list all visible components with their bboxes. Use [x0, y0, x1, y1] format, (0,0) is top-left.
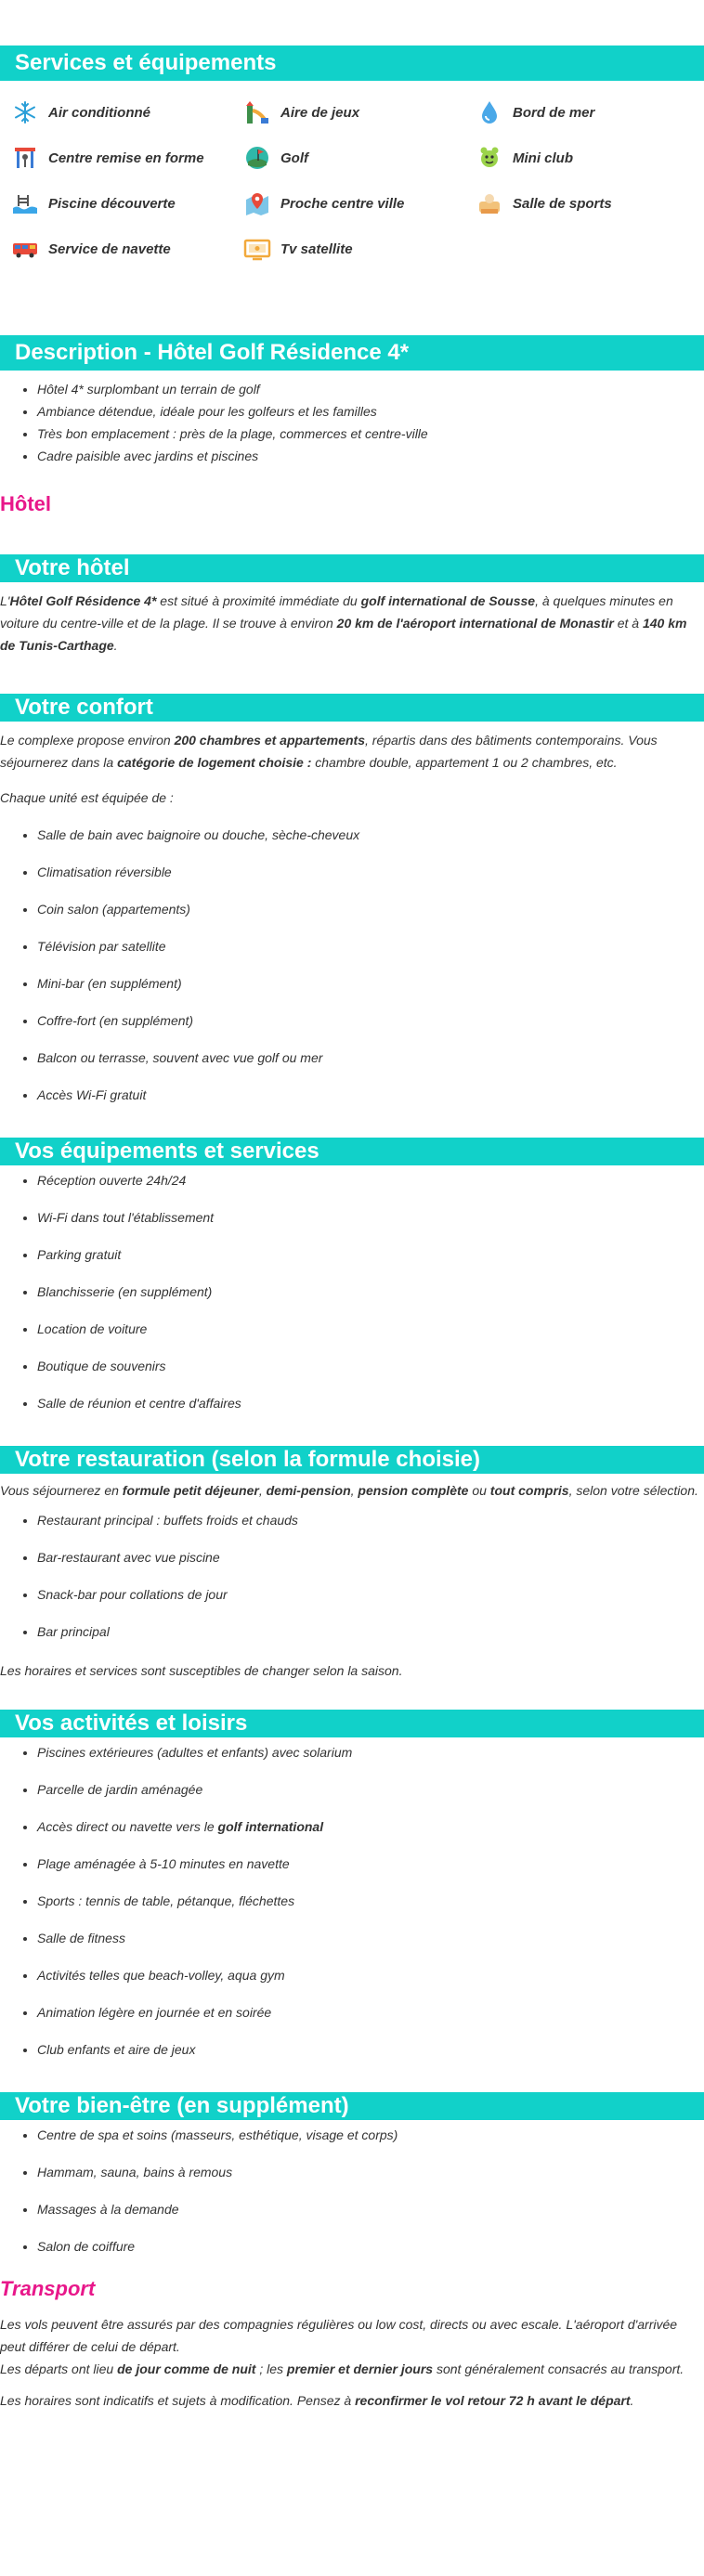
list-item: • Climatisation réversible	[37, 863, 704, 881]
equipements-header: Vos équipements et services	[0, 1138, 704, 1165]
service-item	[476, 189, 612, 218]
text-run: Les horaires sont indicatifs et sujets à modification. Pensez à	[0, 2393, 356, 2408]
service-label: Salle de sports	[513, 195, 612, 212]
text-bold: 200 chambres et appartements	[174, 733, 365, 748]
bienetre-list	[0, 2126, 704, 2256]
text-bold: demi-pension	[266, 1483, 351, 1498]
shuttle-bus-icon	[11, 235, 39, 263]
golf-icon	[243, 144, 271, 172]
list-item: • Coffre-fort (en supplément)	[37, 1011, 704, 1030]
list-item: • Cadre paisible avec jardins et piscines	[37, 445, 704, 467]
list-item: • Location de voiture	[37, 1320, 704, 1338]
list-item: • Parking gratuit	[37, 1245, 704, 1264]
service-label: Mini club	[513, 150, 573, 166]
list-item: • Piscines extérieures (adultes et enfants) avec solarium	[37, 1743, 704, 1762]
map-pin-icon	[243, 189, 271, 217]
text-bold: 20 km de l'aéroport international de Monastir	[336, 616, 614, 631]
list-item	[37, 1817, 704, 1836]
text-run: est situé à proximité immédiate du	[156, 593, 361, 608]
text-bold: pension complète	[358, 1483, 469, 1498]
service-label: Proche centre ville	[280, 195, 405, 212]
text-bold: reconfirmer le vol retour 72 h avant le départ	[355, 2393, 631, 2408]
pool-icon	[11, 189, 39, 217]
text-bold: golf international	[217, 1819, 324, 1834]
text-bold: de jour comme de nuit	[117, 2361, 256, 2376]
service-label: Piscine découverte	[48, 195, 176, 212]
text-run: et à	[613, 616, 643, 631]
text-run: sont généralement consacrés au transport.	[433, 2361, 684, 2376]
restauration-note: Les horaires et services sont susceptibles de changer selon la saison.	[0, 1663, 403, 1678]
votre-hotel-text	[0, 590, 704, 657]
equipements-list	[0, 1171, 704, 1412]
list-item: • Snack-bar pour collations de jour	[37, 1585, 704, 1604]
service-label: Tv satellite	[280, 241, 353, 257]
confort-list	[0, 826, 704, 1104]
transport-line-2	[0, 2358, 704, 2380]
service-item	[243, 98, 359, 127]
service-item	[476, 98, 594, 127]
list-item: • Massages à la demande	[37, 2200, 704, 2218]
service-label: Centre remise en forme	[48, 150, 204, 166]
list-item: • Boutique de souvenirs	[37, 1357, 704, 1375]
text-run: .	[630, 2393, 634, 2408]
snowflake-icon	[11, 98, 39, 126]
list-item: • Club enfants et aire de jeux	[37, 2040, 704, 2059]
text-run: ; les	[255, 2361, 287, 2376]
services-grid	[0, 81, 704, 281]
fitness-icon	[11, 144, 39, 172]
text-bold: formule petit déjeuner	[122, 1483, 259, 1498]
service-item	[11, 143, 204, 173]
activites-list	[0, 1743, 704, 2059]
list-item: • Wi-Fi dans tout l'établissement	[37, 1208, 704, 1227]
service-item	[243, 234, 353, 264]
list-item: • Restaurant principal : buffets froids et chauds	[37, 1511, 704, 1529]
list-item: • Animation légère en journée et en soirée	[37, 2003, 704, 2022]
list-item: • Bar-restaurant avec vue piscine	[37, 1548, 704, 1567]
text-bold: Hôtel Golf Résidence 4*	[9, 593, 157, 608]
text-run: , répartis dans des bâtiments contemporains. Vous séjournerez dans la	[0, 733, 658, 770]
text-run: Les départs ont lieu	[0, 2361, 118, 2376]
list-item: • Salle de fitness	[37, 1929, 704, 1947]
text-bold: tout compris	[489, 1483, 569, 1498]
service-item	[476, 143, 573, 173]
restauration-list	[0, 1511, 704, 1641]
text-bold: catégorie de logement choisie :	[117, 755, 312, 770]
water-drop-icon	[476, 98, 503, 126]
sports-hall-icon	[476, 189, 503, 217]
confort-header: Votre confort	[0, 694, 704, 722]
text-bold: 140 km de Tunis-Carthage	[0, 616, 687, 653]
service-label: Golf	[280, 150, 308, 166]
playground-icon	[243, 98, 271, 126]
service-label: Service de navette	[48, 241, 171, 257]
description-header: Description - Hôtel Golf Résidence 4*	[0, 335, 704, 371]
text-run: Accès direct ou navette vers le	[37, 1819, 218, 1834]
list-item: • Coin salon (appartements)	[37, 900, 704, 918]
list-item: • Réception ouverte 24h/24	[37, 1171, 704, 1190]
list-item: • Hôtel 4* surplombant un terrain de golf	[37, 378, 704, 400]
hotel-heading: Hôtel	[0, 492, 51, 515]
service-label: Aire de jeux	[280, 104, 360, 121]
list-item: • Blanchisserie (en supplément)	[37, 1282, 704, 1301]
list-item: • Parcelle de jardin aménagée	[37, 1780, 704, 1799]
list-item: • Balcon ou terrasse, souvent avec vue golf ou mer	[37, 1048, 704, 1067]
list-item: • Bar principal	[37, 1622, 704, 1641]
services-header: Services et équipements	[0, 46, 704, 81]
text-run: , à quelques minutes en voiture du centre-ville et de la plage. Il se trouve à environ	[0, 593, 673, 631]
restauration-text	[0, 1479, 704, 1502]
service-label: Bord de mer	[513, 104, 595, 121]
text-run: chambre double, appartement 1 ou 2 chambres, etc.	[311, 755, 618, 770]
list-item: • Plage aménagée à 5-10 minutes en navette	[37, 1854, 704, 1873]
list-item: • Accès Wi-Fi gratuit	[37, 1086, 704, 1104]
list-item: • Ambiance détendue, idéale pour les golfeurs et les familles	[37, 400, 704, 423]
service-item	[243, 143, 308, 173]
service-label: Air conditionné	[48, 104, 150, 121]
list-item: • Centre de spa et soins (masseurs, esthétique, visage et corps)	[37, 2126, 704, 2144]
list-item: • Activités telles que beach-volley, aqua gym	[37, 1966, 704, 1984]
text-run: L'	[0, 593, 10, 608]
transport-line-1: Les vols peuvent être assurés par des compagnies régulières ou low cost, directs ou avec escale. L'aéroport d'arrivée peut différer de celui de départ.	[0, 2317, 678, 2354]
service-item	[11, 98, 150, 127]
text-run: ,	[350, 1483, 359, 1498]
list-item: • Salon de coiffure	[37, 2237, 704, 2256]
restauration-header: Votre restauration (selon la formule choisie)	[0, 1446, 704, 1474]
description-list	[0, 378, 704, 467]
transport-heading: Transport	[0, 2277, 96, 2300]
service-item	[11, 234, 171, 264]
text-run: .	[113, 638, 118, 653]
activites-header: Vos activités et loisirs	[0, 1710, 704, 1737]
transport-line-3	[0, 2389, 704, 2412]
list-item: • Salle de bain avec baignoire ou douche, sèche-cheveux	[37, 826, 704, 844]
list-item: • Sports : tennis de table, pétanque, fléchettes	[37, 1892, 704, 1910]
confort-text	[0, 729, 704, 774]
text-run: , selon votre sélection.	[568, 1483, 698, 1498]
service-item	[243, 189, 404, 218]
text-run: Vous séjournerez en	[0, 1483, 123, 1498]
list-item: • Mini-bar (en supplément)	[37, 974, 704, 993]
list-item: • Très bon emplacement : près de la plage, commerces et centre-ville	[37, 423, 704, 445]
mini-club-icon	[476, 144, 503, 172]
text-run: ,	[258, 1483, 267, 1498]
text-bold: golf international de Sousse	[360, 593, 536, 608]
text-bold: premier et dernier jours	[286, 2361, 434, 2376]
service-item	[11, 189, 176, 218]
list-item: • Salle de réunion et centre d'affaires	[37, 1394, 704, 1412]
votre-hotel-header: Votre hôtel	[0, 554, 704, 582]
tv-icon	[243, 235, 271, 263]
confort-intro: Chaque unité est équipée de :	[0, 790, 174, 805]
bienetre-header: Votre bien-être (en supplément)	[0, 2092, 704, 2120]
text-run: Le complexe propose environ	[0, 733, 175, 748]
text-run: ou	[468, 1483, 490, 1498]
list-item: • Télévision par satellite	[37, 937, 704, 956]
list-item: • Hammam, sauna, bains à remous	[37, 2163, 704, 2181]
